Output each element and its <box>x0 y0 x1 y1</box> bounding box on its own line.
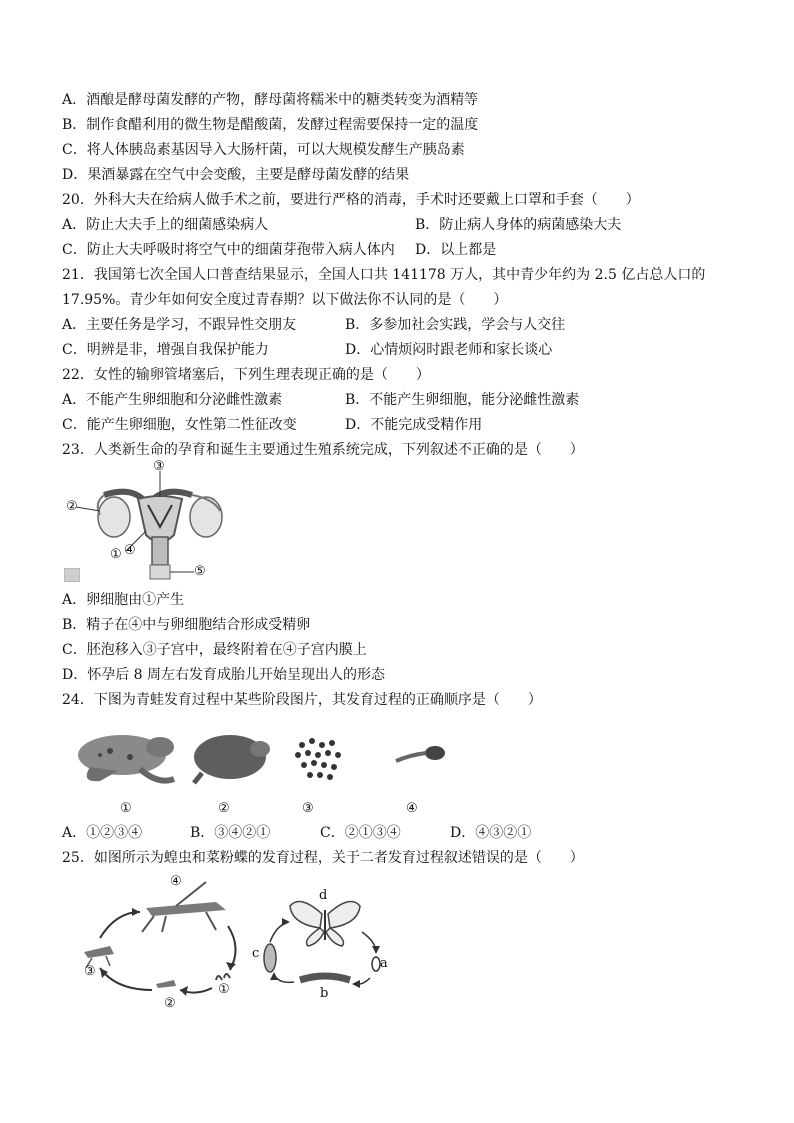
fig23-label-1: ① <box>110 547 122 562</box>
frog-eggs-image <box>295 738 341 780</box>
q19-option-c: C．将人体胰岛素基因导入大肠杆菌，可以大规模发酵生产胰岛素 <box>62 142 465 158</box>
q23-option-c: C．胚泡移入③子宫中，最终附着在④子宫内膜上 <box>62 642 367 658</box>
butterfly-life-cycle-figure <box>250 888 400 1008</box>
tadpole-image <box>396 746 445 761</box>
q19-option-a: A．酒酿是酵母菌发酵的产物，酵母菌将糯米中的糖类转变为酒精等 <box>62 92 479 108</box>
q25-stem: 25．如图所示为蝗虫和菜粉蝶的发育过程，关于二者发育过程叙述错误的是（ ） <box>62 850 584 866</box>
female-reproductive-figure <box>64 459 234 583</box>
q22-option-b: B．不能产生卵细胞，能分泌雌性激素 <box>345 392 580 408</box>
q19-option-d: D．果酒暴露在空气中会变酸，主要是酵母菌发酵的结果 <box>62 167 410 183</box>
locust-life-cycle-figure <box>66 872 246 1012</box>
locust-label-3: ③ <box>84 964 96 979</box>
fig23-label-2: ② <box>66 499 78 514</box>
q20-option-c: C．防止大夫呼吸时将空气中的细菌芽孢带入病人体内 <box>62 242 395 258</box>
fig23-label-3: ③ <box>153 459 165 474</box>
frog-label-4: ④ <box>406 801 418 816</box>
q21-option-d: D．心情烦闷时跟老师和家长谈心 <box>345 342 553 358</box>
q23-stem: 23．人类新生命的孕育和诞生主要通过生殖系统完成，下列叙述不正确的是（ ） <box>62 442 584 458</box>
q23-option-a: A．卵细胞由①产生 <box>62 592 185 608</box>
q24-option-c: C．②①③④ <box>320 825 401 841</box>
q21-stem-line1: 21．我国第七次全国人口普查结果显示，全国人口共 141178 万人，其中青少年约为 2.5 亿占总人口的 <box>62 267 706 283</box>
butterfly-label-b: b <box>320 986 329 1001</box>
locust-label-2: ② <box>164 996 176 1011</box>
locust-label-4: ④ <box>170 874 182 889</box>
q24-option-b: B．③④②① <box>190 825 271 841</box>
locust-label-1: ① <box>218 982 230 997</box>
q22-option-d: D．不能完成受精作用 <box>345 417 483 433</box>
q23-option-d: D．怀孕后 8 周左右发育成胎儿开始呈现出人的形态 <box>62 667 386 683</box>
q21-option-b: B．多参加社会实践，学会与人交往 <box>345 317 566 333</box>
butterfly-label-c: c <box>252 946 260 961</box>
butterfly-label-a: a <box>380 956 388 971</box>
uterus-diagram <box>64 465 234 583</box>
q24-option-d: D．④③②① <box>450 825 532 841</box>
q19-option-b: B．制作食醋利用的微生物是醋酸菌，发酵过程需要保持一定的温度 <box>62 117 479 133</box>
q23-option-b: B．精子在④中与卵细胞结合形成受精卵 <box>62 617 311 633</box>
fig23-label-5: ⑤ <box>194 564 206 579</box>
froglet-image <box>194 735 270 783</box>
frog-label-2: ② <box>218 801 230 816</box>
frog-stages-images <box>70 725 470 795</box>
q22-option-c: C．能产生卵细胞，女性第二性征改变 <box>62 417 297 433</box>
q22-option-a: A．不能产生卵细胞和分泌雌性激素 <box>62 392 283 408</box>
q21-stem-line2: 17.95%。青少年如何安全度过青春期？以下做法你不认同的是（ ） <box>62 292 508 308</box>
q21-option-c: C．明辨是非，增强自我保护能力 <box>62 342 269 358</box>
q20-stem: 20．外科大夫在给病人做手术之前，要进行严格的消毒，手术时还要戴上口罩和手套（ ） <box>62 192 640 208</box>
butterfly-label-d: d <box>319 888 328 903</box>
frog-development-figure <box>70 725 470 825</box>
frog-label-1: ① <box>120 801 132 816</box>
q24-stem: 24．下图为青蛙发育过程中某些阶段图片，其发育过程的正确顺序是（ ） <box>62 692 542 708</box>
q24-option-a: A．①②③④ <box>62 825 143 841</box>
frog-label-3: ③ <box>302 801 314 816</box>
adult-frog-image <box>78 735 174 781</box>
q22-stem: 22．女性的输卵管堵塞后，下列生理表现正确的是（ ） <box>62 367 430 383</box>
q20-option-a: A．防止大夫手上的细菌感染病人 <box>62 217 269 233</box>
q20-option-d: D．以上都是 <box>415 242 497 258</box>
fig23-label-4: ④ <box>124 543 136 558</box>
image-placeholder-marker <box>64 568 80 582</box>
q21-option-a: A．主要任务是学习，不跟异性交朋友 <box>62 317 297 333</box>
q20-option-b: B．防止病人身体的病菌感染大夫 <box>415 217 622 233</box>
